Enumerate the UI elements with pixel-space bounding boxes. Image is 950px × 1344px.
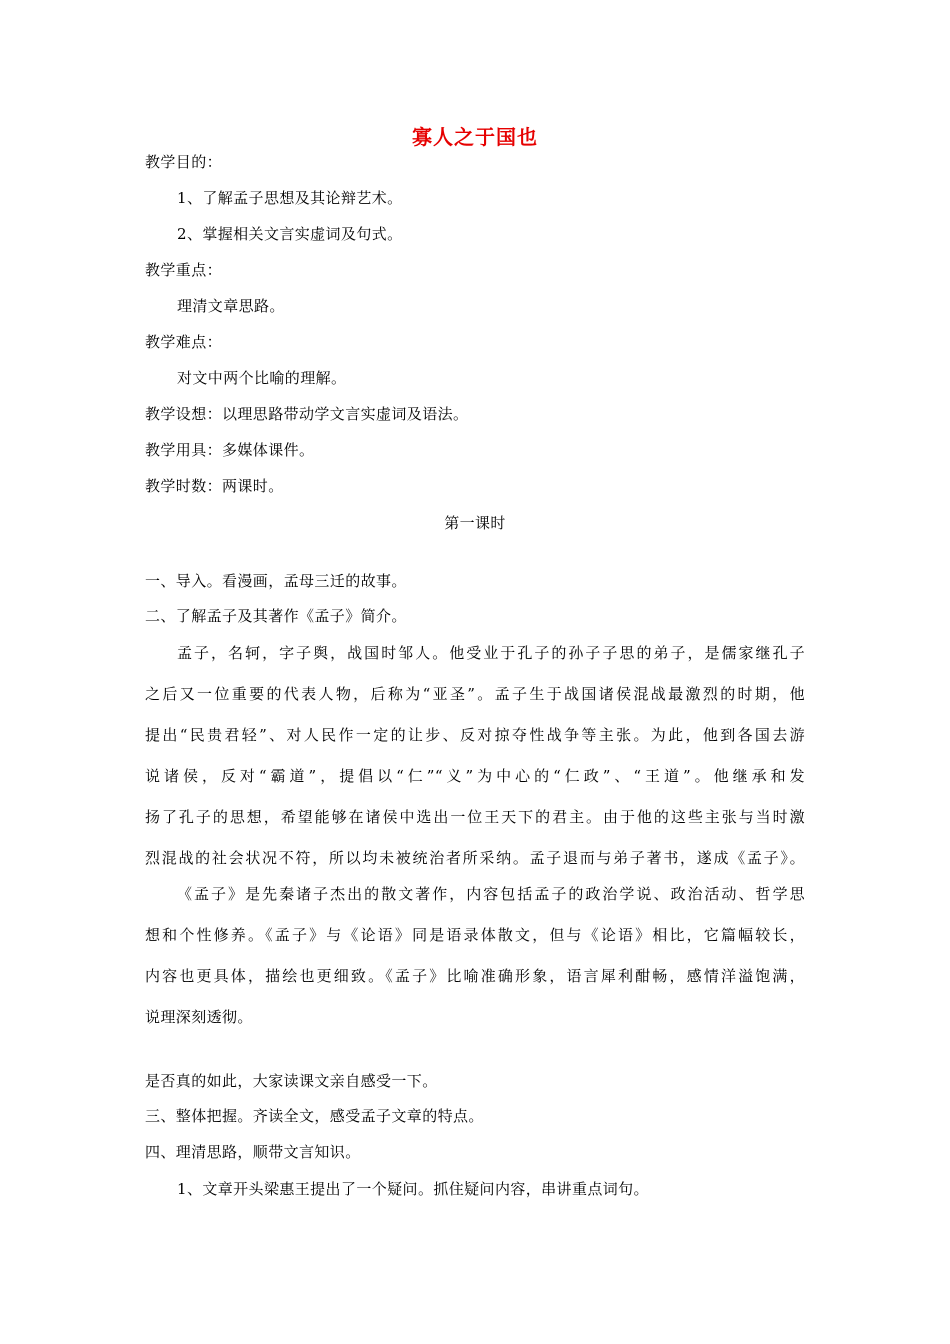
mencius-line-6: 烈混战的社会状况不符，所以均未被统治者所采纳。孟子退而与弟子著书，遂成《孟子》。 [145, 849, 805, 867]
step-2: 二、了解孟子及其著作《孟子》简介。 [145, 607, 407, 625]
difficulty-heading: 教学难点： [145, 333, 223, 351]
design-line: 教学设想：以理思路带动学文言实虚词及语法。 [145, 405, 469, 423]
mencius-line-4: 说诸侯，反对“霸道”，提倡以“仁”“义”为中心的“仁政”、“王道”。他继承和发 [145, 767, 805, 785]
difficulty-text: 对文中两个比喻的理解。 [177, 369, 347, 387]
step-4-item-1: 1、文章开头梁惠王提出了一个疑问。抓住疑问内容，串讲重点词句。 [177, 1180, 649, 1198]
book-line-1: 《孟子》是先秦诸子杰出的散文著作，内容包括孟子的政治学说、政治活动、哲学思 [177, 885, 805, 903]
step-3: 三、整体把握。齐读全文，感受孟子文章的特点。 [145, 1107, 484, 1125]
mencius-line-3: 提出“民贵君轻”、对人民作一定的让步、反对掠夺性战争等主张。为此，他到各国去游 [145, 726, 805, 744]
transition-line: 是否真的如此，大家读课文亲自感受一下。 [145, 1072, 438, 1090]
mencius-line-1: 孟子，名轲，字子舆，战国时邹人。他受业于孔子的孙子子思的弟子，是儒家继孔子 [177, 644, 805, 662]
key-point-heading: 教学重点： [145, 261, 223, 279]
objective-item-1: 1、了解孟子思想及其论辩艺术。 [177, 189, 403, 207]
document-title: 寡人之于国也 [412, 125, 538, 149]
tools-line: 教学用具：多媒体课件。 [145, 441, 315, 459]
lesson-heading: 第一课时 [444, 514, 506, 532]
hours-line: 教学时数：两课时。 [145, 477, 284, 495]
objective-item-2: 2、掌握相关文言实虚词及句式。 [177, 225, 403, 243]
key-point-text: 理清文章思路。 [177, 297, 285, 315]
mencius-line-2: 之后又一位重要的代表人物，后称为“亚圣”。孟子生于战国诸侯混战最激烈的时期，他 [145, 685, 805, 703]
step-4: 四、理清思路，顺带文言知识。 [145, 1143, 361, 1161]
book-line-4: 说理深刻透彻。 [145, 1008, 253, 1026]
book-line-3: 内容也更具体，描绘也更细致。《孟子》比喻准确形象，语言犀利酣畅，感情洋溢饱满， [145, 967, 805, 985]
objectives-heading: 教学目的： [145, 153, 223, 171]
mencius-line-5: 扬了孔子的思想，希望能够在诸侯中选出一位王天下的君主。由于他的这些主张与当时激 [145, 808, 805, 826]
step-1: 一、导入。看漫画，孟母三迁的故事。 [145, 572, 407, 590]
book-line-2: 想和个性修养。《孟子》与《论语》同是语录体散文，但与《论语》相比，它篇幅较长， [145, 926, 805, 944]
